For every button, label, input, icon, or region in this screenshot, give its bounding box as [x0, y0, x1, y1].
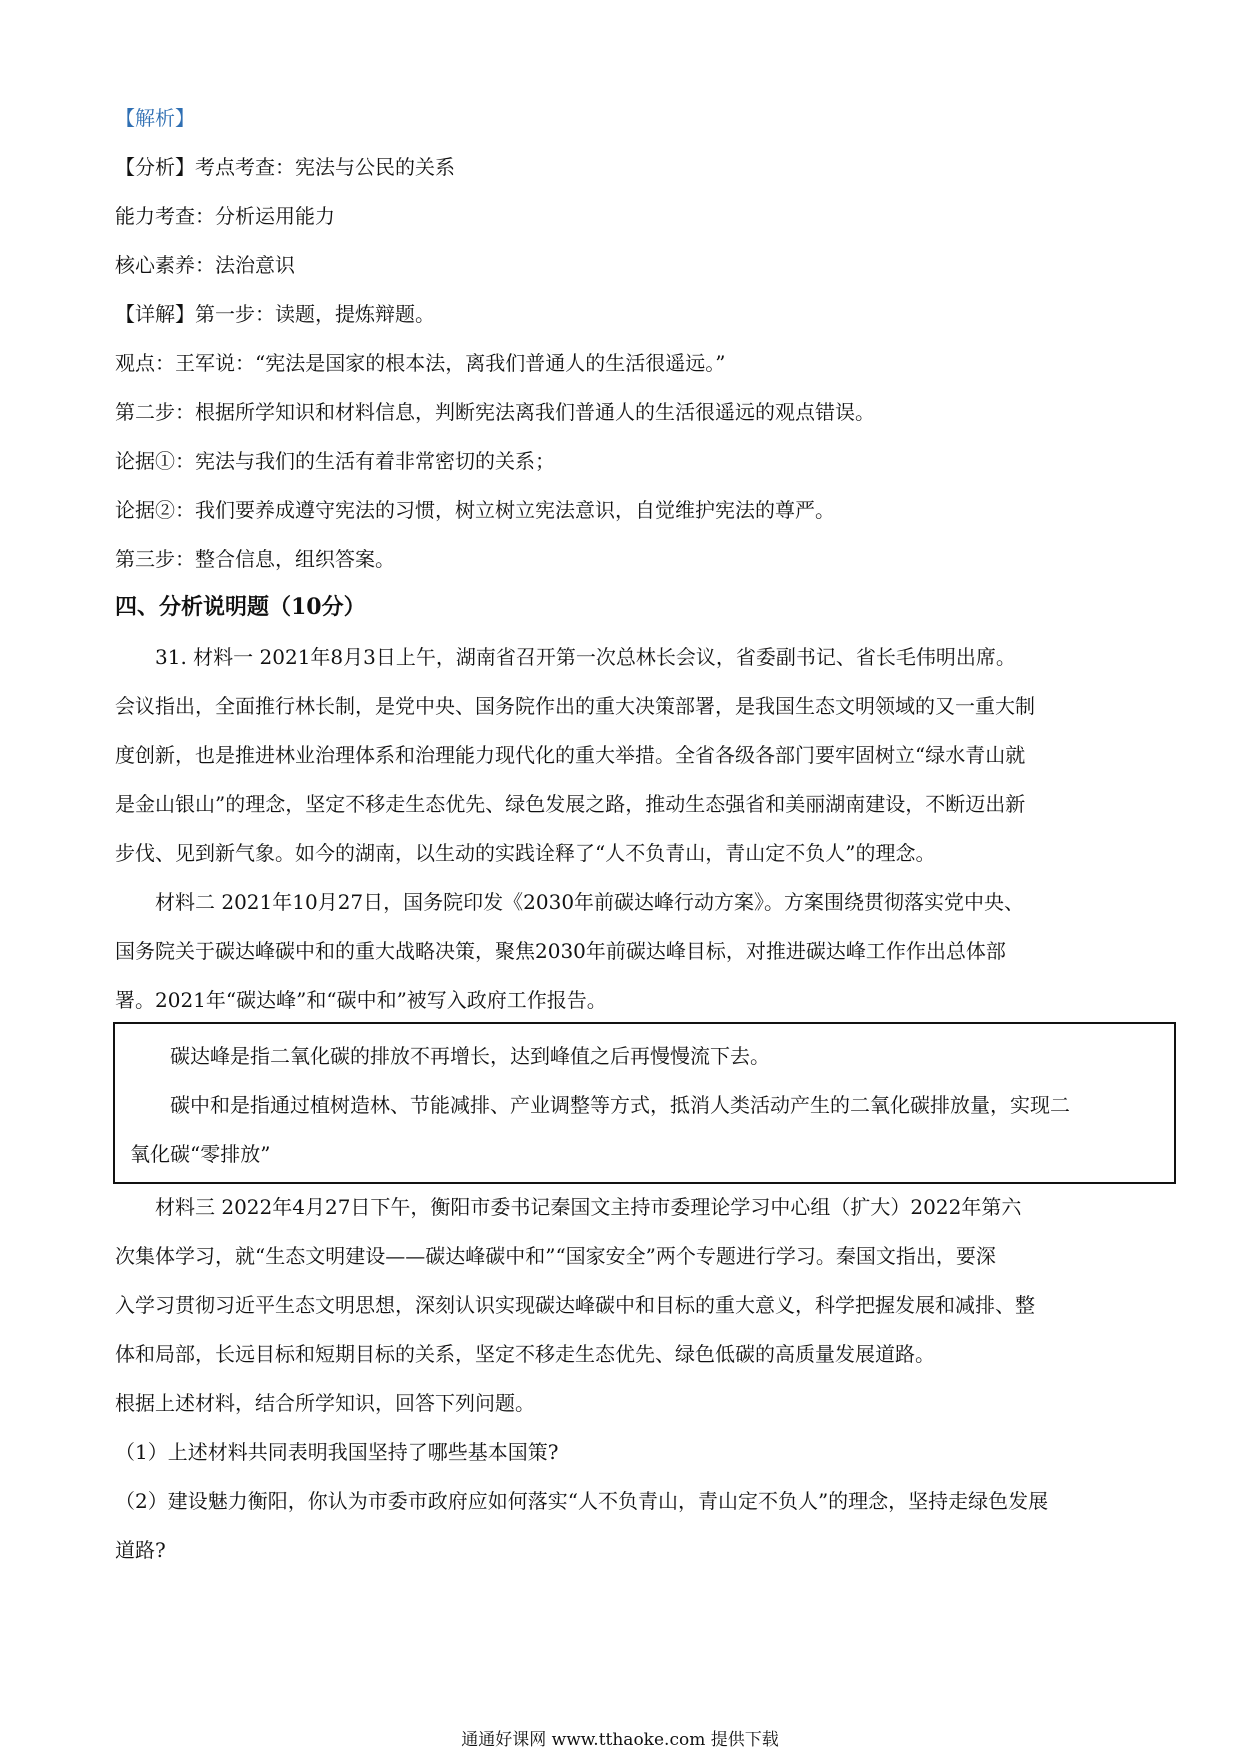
- material-line: 材料三 2022年4月27日下午，衡阳市委书记秦国文主持市委理论学习中心组（扩大）2022年第六: [155, 1195, 1022, 1219]
- material-line: 国务院关于碳达峰碳中和的重大战略决策，聚焦2030年前碳达峰目标，对推进碳达峰工作作出总体部: [115, 939, 1006, 963]
- section-heading: 四、分析说明题（10分）: [115, 594, 366, 620]
- analysis-line: 核心素养：法治意识: [115, 253, 295, 277]
- analysis-line: 论据①：宪法与我们的生活有着非常密切的关系；: [115, 449, 555, 473]
- material-line: 是金山银山”的理念，坚定不移走生态优先、绿色发展之路，推动生态强省和美丽湖南建设，不断迈出新: [115, 792, 1026, 816]
- question-2: （2）建设魅力衡阳，你认为市委市政府应如何落实“人不负青山，青山定不负人”的理念，坚持走绿色发展: [115, 1489, 1049, 1513]
- material-line: 步伐、见到新气象。如今的湖南，以生动的实践诠释了“人不负青山，青山定不负人”的理念。: [115, 841, 936, 865]
- question-1: （1）上述材料共同表明我国坚持了哪些基本国策?: [115, 1440, 559, 1464]
- material-line: 次集体学习，就“生态文明建设——碳达峰碳中和”“国家安全”两个专题进行学习。秦国文指出，要深: [115, 1244, 996, 1268]
- analysis-line: 【详解】第一步：读题，提炼辩题。: [115, 302, 435, 326]
- definition-line: 氧化碳“零排放”: [130, 1142, 271, 1166]
- definition-line: 碳达峰是指二氧化碳的排放不再增长，达到峰值之后再慢慢流下去。: [170, 1044, 770, 1068]
- material-line: 会议指出，全面推行林长制，是党中央、国务院作出的重大决策部署，是我国生态文明领域的又一重大制: [115, 694, 1035, 718]
- material-line: 体和局部，长远目标和短期目标的关系，坚定不移走生态优先、绿色低碳的高质量发展道路。: [115, 1342, 935, 1366]
- definition-line: 碳中和是指通过植树造林、节能减排、产业调整等方式，抵消人类活动产生的二氧化碳排放量，实现二: [170, 1093, 1070, 1117]
- analysis-line: 能力考查：分析运用能力: [115, 204, 335, 228]
- footer-text: 通通好课网 www.tthaoke.com 提供下载: [461, 1730, 779, 1750]
- analysis-line: 观点：王军说：“宪法是国家的根本法，离我们普通人的生活很遥远。”: [115, 351, 726, 375]
- material-line: 入学习贯彻习近平生态文明思想，深刻认识实现碳达峰碳中和目标的重大意义，科学把握发展和减排、整: [115, 1293, 1035, 1317]
- definition-box: [113, 1022, 1176, 1184]
- analysis-tag: 【解析】: [115, 106, 195, 130]
- analysis-line: 第二步：根据所学知识和材料信息，判断宪法离我们普通人的生活很遥远的观点错误。: [115, 400, 875, 424]
- material-line: 署。2021年“碳达峰”和“碳中和”被写入政府工作报告。: [115, 988, 607, 1012]
- analysis-line: 论据②：我们要养成遵守宪法的习惯，树立树立宪法意识，自觉维护宪法的尊严。: [115, 498, 835, 522]
- analysis-line: 第三步：整合信息，组织答案。: [115, 547, 395, 571]
- material-line: 度创新，也是推进林业治理体系和治理能力现代化的重大举措。全省各级各部门要牢固树立“绿水青山就: [115, 743, 1026, 767]
- material-line: 31. 材料一 2021年8月3日上午，湖南省召开第一次总林长会议，省委副书记、省长毛伟明出席。: [155, 645, 1016, 669]
- question-prompt: 根据上述材料，结合所学知识，回答下列问题。: [115, 1391, 535, 1415]
- analysis-line: 【分析】考点考查：宪法与公民的关系: [115, 155, 455, 179]
- material-line: 材料二 2021年10月27日，国务院印发《2030年前碳达峰行动方案》。方案围绕贯彻落实党中央、: [155, 890, 1025, 914]
- question-2-cont: 道路?: [115, 1538, 166, 1562]
